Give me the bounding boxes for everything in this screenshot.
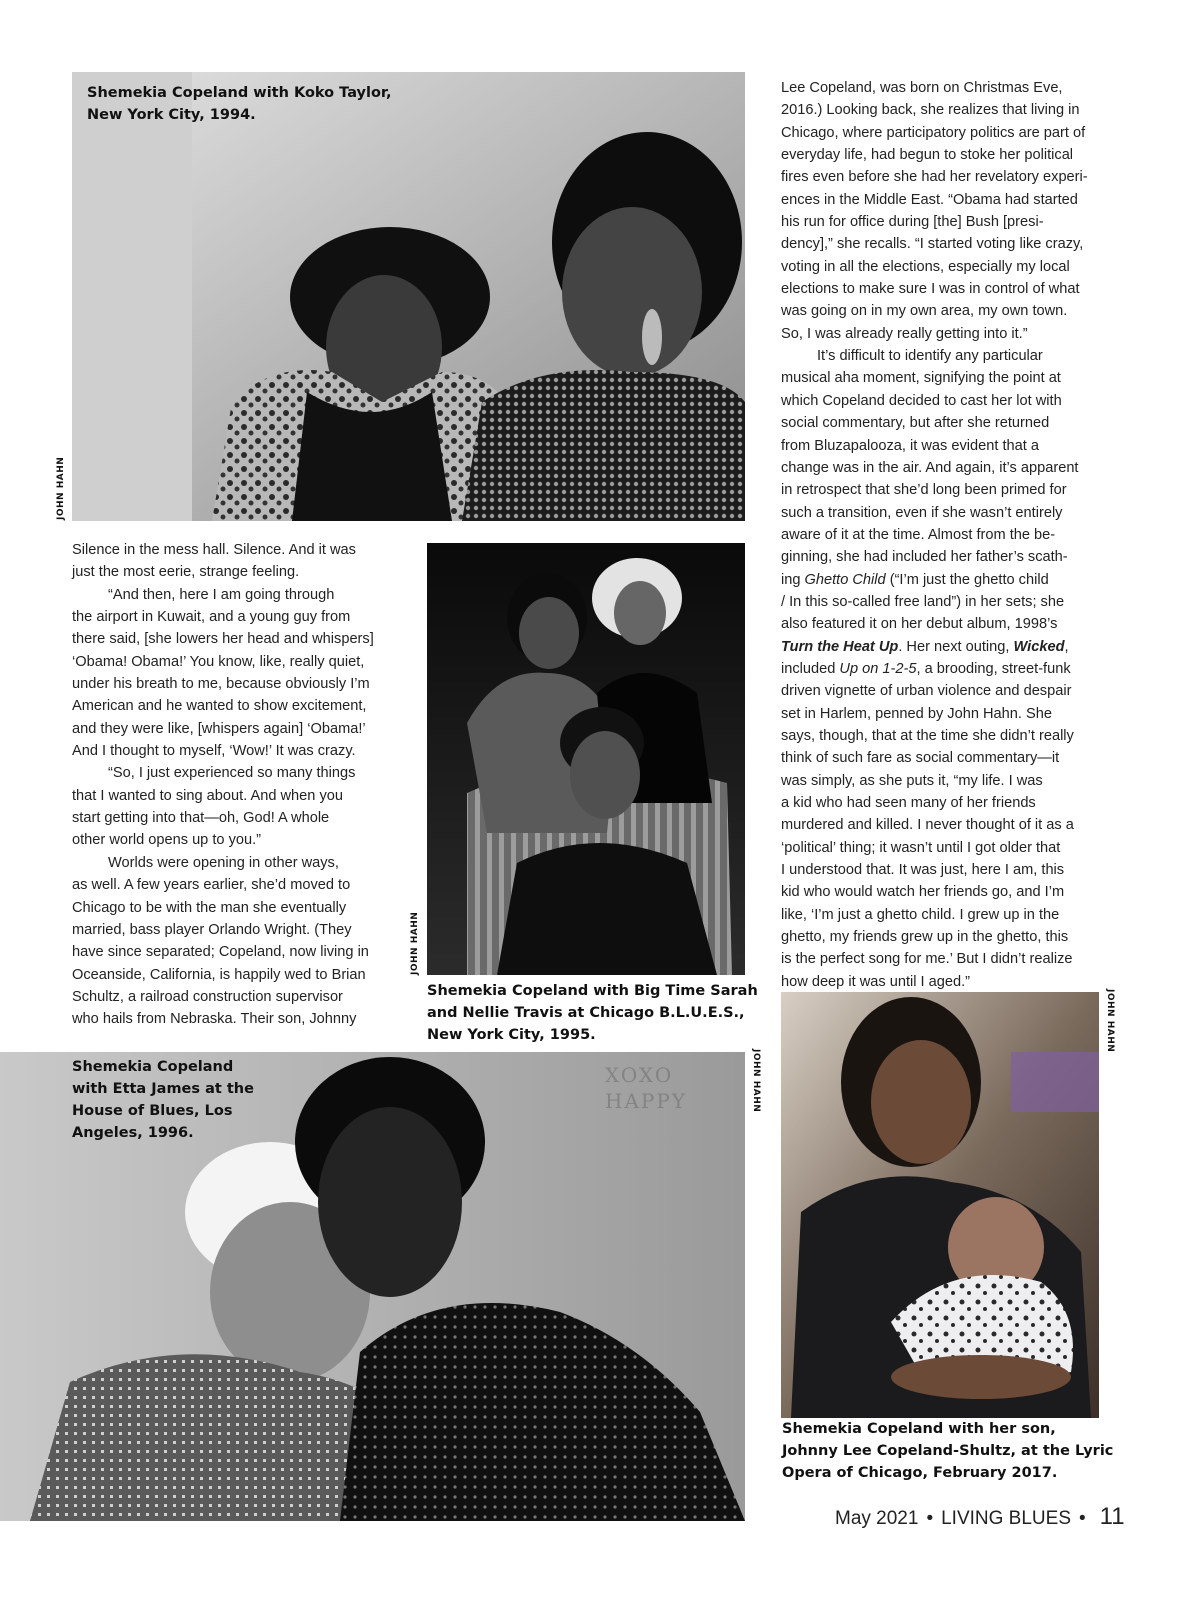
caption-line: House of Blues, Los <box>72 1103 233 1119</box>
body-line: musical aha moment, signifying the point at <box>781 370 1061 387</box>
body-column-right <box>781 77 1111 993</box>
caption-line: and Nellie Travis at Chicago B.L.U.E.S., <box>427 1005 745 1021</box>
body-line <box>781 636 1111 658</box>
body-line: just the most eerie, strange feeling. <box>72 564 300 581</box>
album-title: Turn the Heat Up <box>781 638 899 655</box>
body-line: have since separated; Copeland, now living in <box>72 944 369 961</box>
photo-big-time-sarah <box>427 543 745 975</box>
body-line: ‘political’ thing; it wasn’t until I got older that <box>781 839 1061 856</box>
body-line: I understood that. It was just, here I am, this <box>781 862 1065 879</box>
body-line: and they were like, [whispers again] ‘Obama!’ <box>72 720 366 737</box>
body-line: everyday life, had begun to stoke her political <box>781 147 1074 164</box>
body-line: set in Harlem, penned by John Hahn. She <box>781 705 1052 722</box>
body-line: dency],” she recalls. “I started voting like crazy, <box>781 236 1084 253</box>
body-line: ences in the Middle East. “Obama had started <box>781 191 1078 208</box>
photo-son <box>781 992 1099 1418</box>
body-line: elections to make sure I was in control of what <box>781 281 1080 298</box>
body-line: as well. A few years earlier, she’d moved to <box>72 877 351 894</box>
body-line: ghetto, my friends grew up in the ghetto, this <box>781 929 1069 946</box>
body-line: like, ‘I’m just a ghetto child. I grew up in the <box>781 906 1060 923</box>
body-line: It’s difficult to identify any particular <box>817 348 1043 365</box>
body-line: such a transition, even if she wasn’t entirely <box>781 504 1063 521</box>
page-footer <box>835 1503 1125 1531</box>
body-line: in retrospect that she’d long been primed for <box>781 482 1067 499</box>
body-line: Chicago to be with the man she eventually <box>72 899 347 916</box>
body-line: Silence in the mess hall. Silence. And it was <box>72 542 356 558</box>
body-line: And I thought to myself, ‘Wow!’ It was crazy. <box>72 743 356 760</box>
body-line: his run for office during [the] Bush [presi- <box>781 214 1044 231</box>
caption-koko-taylor <box>87 82 391 126</box>
caption-line: Johnny Lee Copeland-Shultz, at the Lyric <box>782 1443 1114 1459</box>
body-line: fires even before she had her revelatory experi- <box>781 169 1088 186</box>
separator-dot: • <box>926 1508 934 1529</box>
body-line <box>781 569 1111 591</box>
caption-line: Shemekia Copeland with her son, <box>782 1421 1056 1437</box>
photo-koko-taylor-image <box>72 72 745 521</box>
body-line: there said, [she lowers her head and whispers] <box>72 631 374 648</box>
body-line: a kid who had seen many of her friends <box>781 795 1036 811</box>
body-column-left <box>72 539 402 1031</box>
body-line: who hails from Nebraska. Their son, Johnny <box>72 1011 357 1028</box>
body-line: 2016.) Looking back, she realizes that living in <box>781 102 1080 119</box>
body-text: , <box>1064 638 1069 655</box>
issue-date: May 2021 <box>835 1508 919 1529</box>
song-title: Up on 1-2-5 <box>839 660 917 677</box>
body-line: Chicago, where participatory politics are part of <box>781 124 1086 141</box>
song-title: Ghetto Child <box>804 571 886 588</box>
body-line: also featured it on her debut album, 1998’s <box>781 616 1058 633</box>
body-text: ing <box>781 571 805 588</box>
caption-line: Shemekia Copeland with Big Time Sarah <box>427 983 758 999</box>
body-line: says, though, that at the time she didn’t really <box>781 727 1074 744</box>
body-line: “So, I just experienced so many things <box>108 765 356 782</box>
body-line: Oceanside, California, is happily wed to Brian <box>72 966 366 983</box>
album-title: Wicked <box>1013 638 1065 655</box>
body-line: voting in all the elections, especially my local <box>781 258 1070 275</box>
body-line: think of such fare as social commentary—it <box>781 750 1060 767</box>
caption-line: Opera of Chicago, February 2017. <box>782 1465 1058 1481</box>
body-text: (“I’m just the ghetto child <box>885 571 1049 588</box>
body-line <box>781 658 1111 680</box>
body-line: / In this so-called free land”) in her sets; she <box>781 593 1065 610</box>
body-line: ‘Obama! Obama!’ You know, like, really quiet, <box>72 653 365 670</box>
caption-line: with Etta James at the <box>72 1081 254 1097</box>
body-line: So, I was already really getting into it.” <box>781 325 1028 342</box>
body-line: how deep it was until I aged.” <box>781 973 971 990</box>
body-line: that I wanted to sing about. And when you <box>72 787 343 804</box>
caption-line: New York City, 1995. <box>427 1027 596 1043</box>
photo-koko-taylor <box>72 72 745 521</box>
wall-graffiti: XOXO HAPPY <box>605 1063 688 1113</box>
body-line: Lee Copeland, was born on Christmas Eve, <box>781 80 1063 96</box>
body-line: other world opens up to you.” <box>72 832 262 849</box>
photo-son-image <box>781 992 1099 1418</box>
body-line: was simply, as she puts it, “my life. I was <box>781 772 1043 789</box>
body-line: under his breath to me, because obviously I’m <box>72 676 370 693</box>
body-line: Worlds were opening in other ways, <box>108 854 339 871</box>
caption-line: Shemekia Copeland <box>72 1059 234 1075</box>
photo-credit-son: JOHN HAHN <box>1105 989 1115 1053</box>
caption-line: Shemekia Copeland with Koko Taylor, <box>87 85 392 101</box>
body-line: ginning, she had included her father’s scath- <box>781 549 1068 566</box>
body-line: driven vignette of urban violence and despair <box>781 683 1072 700</box>
body-line: was going on in my own area, my own town. <box>781 303 1068 320</box>
photo-credit-big-time-sarah: JOHN HAHN <box>410 911 420 975</box>
photo-big-time-sarah-image <box>427 543 745 975</box>
body-line: change was in the air. And again, it’s apparent <box>781 459 1079 476</box>
body-line: murdered and killed. I never thought of it as a <box>781 817 1074 834</box>
body-line: which Copeland decided to cast her lot with <box>781 392 1062 409</box>
body-text: . Her next outing, <box>898 638 1014 655</box>
body-text: included <box>781 660 840 677</box>
body-line: aware of it at the time. Almost from the be- <box>781 526 1056 543</box>
body-line: Schultz, a railroad construction supervisor <box>72 988 343 1005</box>
body-line: the airport in Kuwait, and a young guy from <box>72 609 351 626</box>
body-line: “And then, here I am going through <box>108 586 335 603</box>
caption-line: New York City, 1994. <box>87 107 256 123</box>
body-line: kid who would watch her friends go, and I’m <box>781 884 1065 901</box>
photo-credit-koko-taylor: JOHN HAHN <box>56 456 66 520</box>
caption-big-time-sarah <box>427 980 758 1046</box>
magazine-name: LIVING BLUES <box>941 1508 1071 1529</box>
body-text: , a brooding, street-funk <box>916 660 1071 677</box>
body-line: social commentary, but after she returned <box>781 415 1050 432</box>
body-line: married, bass player Orlando Wright. (They <box>72 921 352 938</box>
caption-son <box>782 1418 1113 1484</box>
separator-dot: • <box>1079 1508 1086 1529</box>
photo-credit-etta-james: JOHN HAHN <box>751 1049 761 1113</box>
caption-line: Angeles, 1996. <box>72 1125 194 1141</box>
caption-etta-james <box>72 1056 254 1144</box>
body-line: American and he wanted to show excitement, <box>72 698 367 715</box>
body-line: start getting into that—oh, God! A whole <box>72 810 330 827</box>
page-number: 11 <box>1099 1503 1125 1530</box>
body-line: from Bluzapalooza, it was evident that a <box>781 437 1039 454</box>
body-line: is the perfect song for me.’ But I didn’t realize <box>781 951 1073 968</box>
